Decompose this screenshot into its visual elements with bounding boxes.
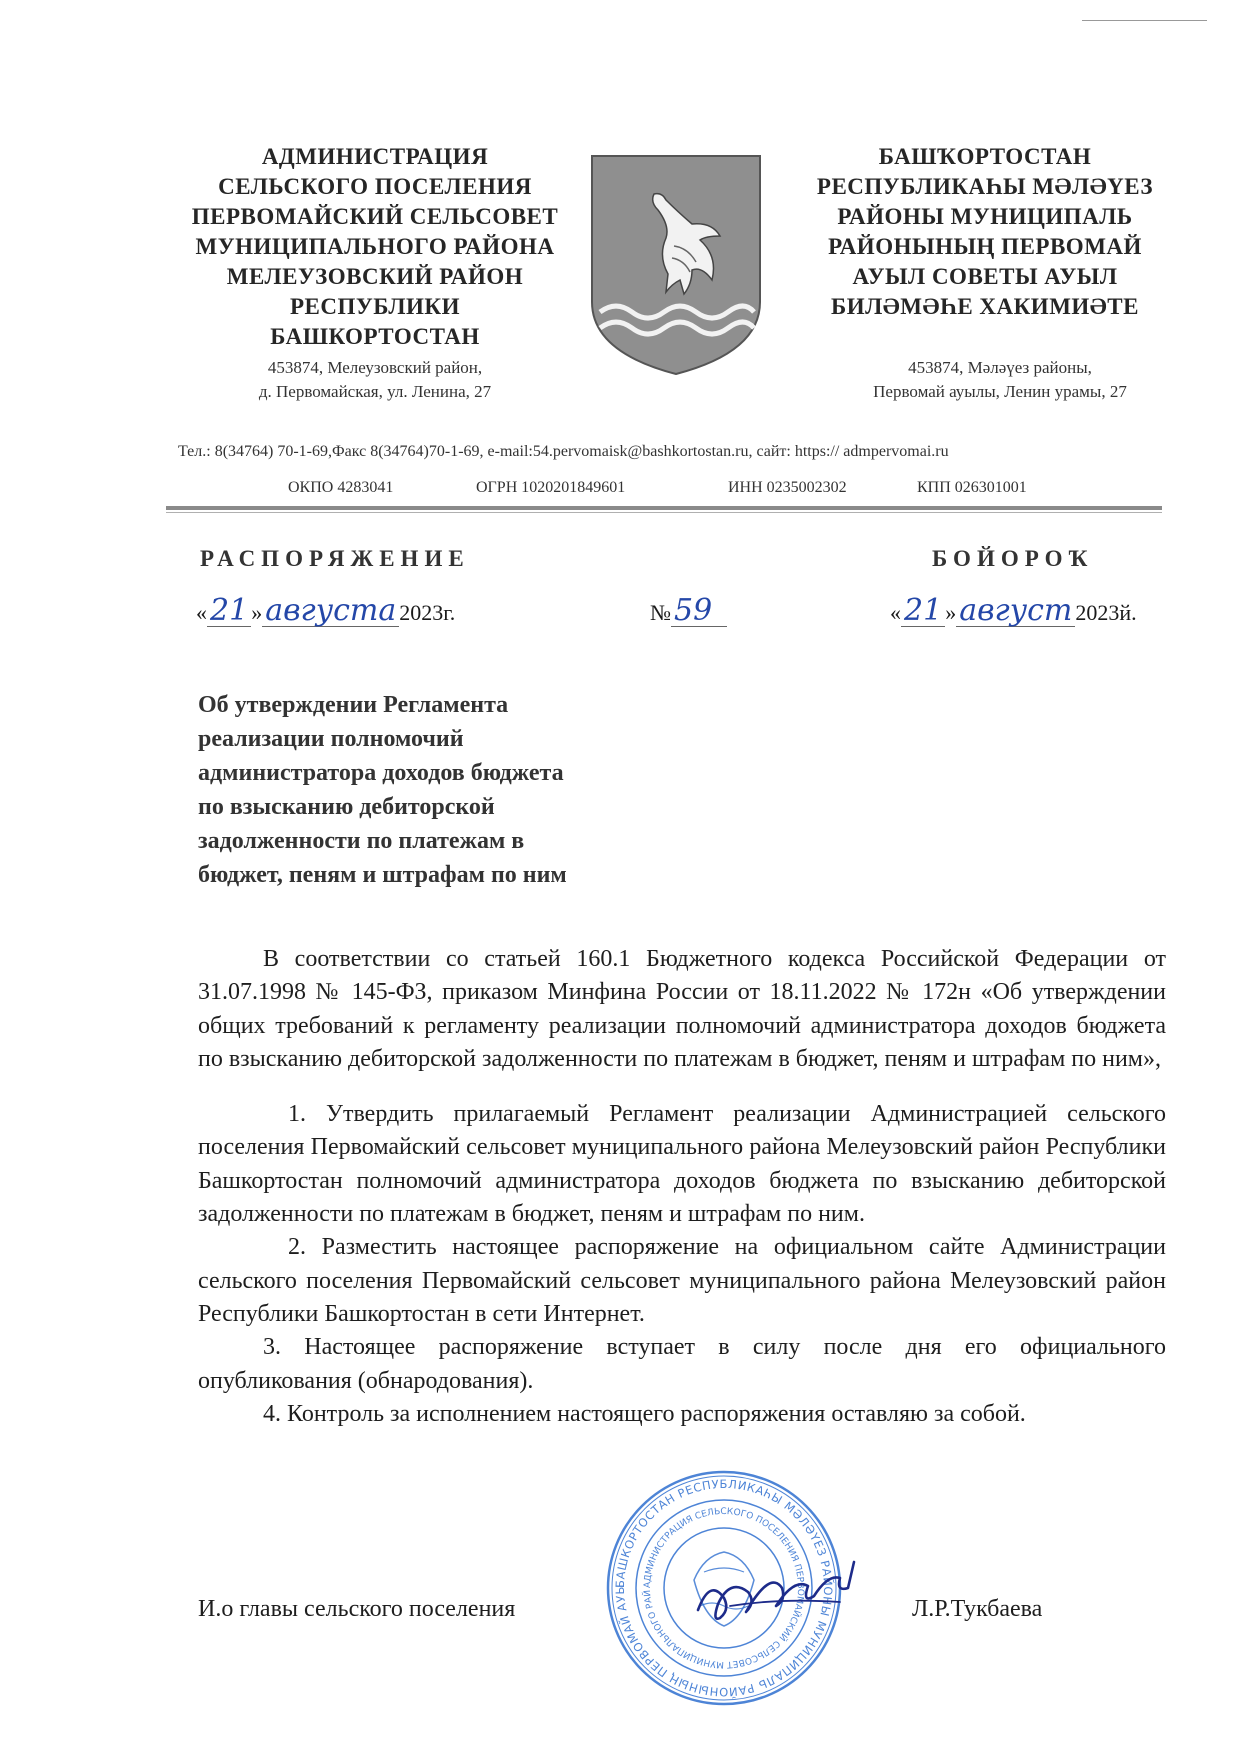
left-header-line: АДМИНИСТРАЦИЯ: [261, 144, 489, 169]
handwritten-number: 59: [671, 596, 727, 627]
right-header-line: БИЛӘМӘҺЕ ХАКИМИӘТЕ: [831, 294, 1139, 319]
header-divider-thin: [166, 512, 1162, 513]
left-header-line: РЕСПУБЛИКИ: [290, 294, 460, 319]
signatory-position: И.о главы сельского поселения: [198, 1596, 516, 1622]
item-paragraph: 4. Контроль за исполнением настоящего распоряжения оставляю за собой.: [263, 1400, 1026, 1427]
title-line: администратора доходов бюджета: [198, 760, 564, 786]
title-line: Об утверждении Регламента: [198, 692, 509, 718]
handwritten-day: 21: [901, 596, 945, 627]
stamp-outer-text: БАШКОРТОСТАН РЕСПУБЛИКАҺЫ МӘЛӘҮЕЗ РАЙОНЫ МУНИЦИПАЛЬ РАЙОНЫНЫҢ ПЕРВОМАЙ АУЫ: [612, 1476, 836, 1700]
title-line: реализации полномочий: [198, 726, 464, 752]
handwritten-signature: [690, 1548, 860, 1638]
doc-type-ru: РАСПОРЯЖЕНИЕ: [200, 546, 470, 571]
right-header-line: РАЙОНЫНЫҢ ПЕРВОМАЙ: [828, 234, 1142, 259]
preamble-paragraph: В соответствии со статьей 160.1 Бюджетного кодекса Российской Федерации от 31.07.1998 № 145-ФЗ, приказом Минфина России от 18.11.2022 № 172н «Об утверждении общих требований к регламенту реализации полномочий администратора доходов бюджета по взысканию дебиторской задолженности по платежам в бюджет, пеням и штрафам по ним»,: [198, 946, 1166, 1072]
item-paragraph: 2. Разместить настоящее распоряжение на официальном сайте Администрации сельского поселения Первомайский сельсовет муниципального района Мелеузовский район Республики Башкортостан в сети Интернет.: [198, 1234, 1166, 1327]
title-line: бюджет, пеням и штрафам по ним: [198, 862, 567, 888]
handwritten-month: августа: [262, 596, 399, 627]
left-header-line: СЕЛЬСКОГО ПОСЕЛЕНИЯ: [218, 174, 532, 199]
date-left: [196, 593, 456, 628]
left-address-line: 453874, Мелеузовский район,: [267, 358, 483, 377]
page-edge-line: [1082, 20, 1207, 21]
title-line: по взысканию дебиторской: [198, 794, 495, 820]
kpp-code: КПП 026301001: [917, 479, 1027, 496]
doc-number: [650, 593, 727, 628]
title-line: задолженности по платежам в: [198, 828, 525, 854]
contact-line: Тел.: 8(34764) 70-1-69,Факс 8(34764)70-1-69, e-mail:54.pervomaisk@bashkortostan.ru, сайт: https:// admpervomai.ru: [178, 443, 949, 460]
right-header-line: БАШҠОРТОСТАН: [878, 144, 1092, 169]
left-address-line: д. Первомайская, ул. Ленина, 27: [258, 382, 492, 401]
quote-open: «: [890, 600, 901, 625]
item-paragraph: 3. Настоящее распоряжение вступает в силу после дня его официального опубликования (обнародования).: [198, 1334, 1166, 1394]
quote-close: »: [945, 600, 957, 625]
number-sign: №: [650, 600, 671, 625]
right-header-line: РЕСПУБЛИКАҺЫ МӘЛӘҮЕЗ: [816, 174, 1154, 199]
right-header-line: АУЫЛ СОВЕТЫ АУЫЛ: [852, 264, 1118, 289]
handwritten-day: 21: [207, 596, 251, 627]
quote-open: «: [196, 600, 207, 625]
right-header-line: РАЙОНЫ МУНИЦИПАЛЬ: [837, 204, 1133, 229]
left-org-header: [160, 142, 590, 352]
item-paragraph: 1. Утвердить прилагаемый Регламент реализации Администрацией сельского поселения Первомайский сельсовет муниципального района Мелеузовский район Республики Башкортостан полномочий администратора доходов бюджета по взысканию дебиторской задолженности по платежам в бюджет, пеням и штрафам по ним.: [198, 1101, 1166, 1228]
right-org-header: [785, 142, 1185, 322]
header-divider: [166, 506, 1162, 510]
doc-type-ba: БОЙОРОҠ: [932, 546, 1094, 571]
date-right: [890, 593, 1137, 628]
left-address: [180, 356, 570, 404]
left-header-line: МУНИЦИПАЛЬНОГО РАЙОНА: [195, 234, 555, 259]
left-header-line: МЕЛЕУЗОВСКИЙ РАЙОН: [226, 264, 524, 289]
handwritten-month: август: [956, 596, 1075, 627]
left-header-line: БАШКОРТОСТАН: [270, 324, 480, 349]
okpo-code: ОКПО 4283041: [288, 479, 394, 496]
document-title: [198, 688, 678, 892]
inn-code: ИНН 0235002302: [728, 479, 847, 496]
right-address-line: Первомай ауылы, Ленин урамы, 27: [873, 382, 1127, 401]
signatory-name: Л.Р.Тукбаева: [912, 1596, 1043, 1622]
coat-of-arms-emblem: [588, 152, 764, 378]
right-address-line: 453874, Мәләүез районы,: [908, 358, 1092, 377]
stamp-inner-text: АДМИНИСТРАЦИЯ СЕЛЬСКОГО ПОСЕЛЕНИЯ ПЕРВОМАЙСКИЙ СЕЛЬСОВЕТ МУНИЦИПАЛЬНОГО РАЙ: [642, 1506, 806, 1670]
registry-codes: [288, 476, 1027, 500]
date-year: 2023й.: [1075, 600, 1137, 625]
coat-of-arms-icon: [588, 152, 764, 378]
left-header-line: ПЕРВОМАЙСКИЙ СЕЛЬСОВЕТ: [191, 204, 559, 229]
date-year: 2023г.: [399, 600, 456, 625]
document-body: [198, 943, 1166, 1431]
right-address: [810, 356, 1190, 404]
ogrn-code: ОГРН 1020201849601: [476, 479, 626, 496]
quote-close: »: [251, 600, 263, 625]
